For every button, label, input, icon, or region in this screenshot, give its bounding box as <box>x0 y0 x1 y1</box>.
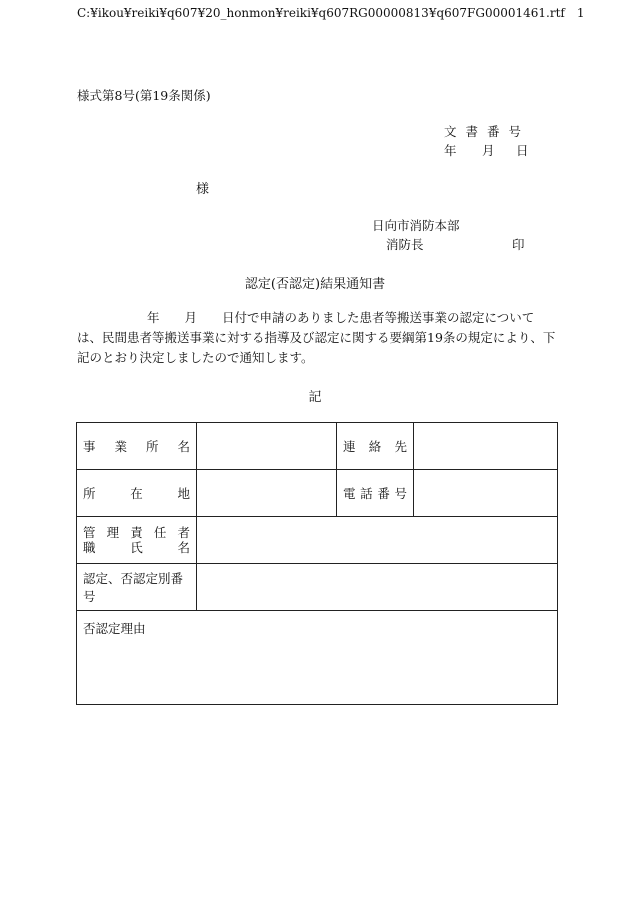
date-year-label: 年 <box>444 143 457 158</box>
details-table <box>76 422 558 705</box>
notice-body-content: 年 月 日付で申請のありました患者等搬送事業の認定については、民間患者等搬送事業に対する指導及び認定に関する要綱第19条の規定により、下記のとおり決定しましたので通知します。 <box>77 310 556 365</box>
location-label <box>77 470 197 517</box>
cert-number-value-cell[interactable] <box>197 564 558 611</box>
table-row <box>77 611 558 705</box>
manager-text-line2: 職氏名 <box>83 540 190 555</box>
addressee-suffix: 様 <box>196 182 210 197</box>
phone-text: 電話番号 <box>343 486 407 501</box>
cert-number-label <box>77 564 197 611</box>
seal-mark: 印 <box>512 237 525 252</box>
phone-label <box>337 470 414 517</box>
document-title: 認定(否認定)結果通知書 <box>244 277 386 292</box>
rejection-reason-cell[interactable] <box>77 611 558 705</box>
notice-body-text <box>77 308 557 368</box>
contact-label <box>337 423 414 470</box>
manager-label <box>77 517 197 564</box>
table-row <box>77 470 558 517</box>
date-day-label: 日 <box>516 143 529 158</box>
office-name-value-cell[interactable] <box>197 423 337 470</box>
location-value-cell[interactable] <box>197 470 337 517</box>
rejection-reason-label: 否認定理由 <box>83 621 146 636</box>
date-line <box>444 141 529 159</box>
manager-text-line1: 管理責任者 <box>83 525 190 540</box>
form-number: 様式第8号(第19条関係) <box>77 88 211 103</box>
table-row <box>77 564 558 611</box>
location-text: 所在地 <box>83 486 190 501</box>
table-row <box>77 517 558 564</box>
table-row <box>77 423 558 470</box>
office-name-label <box>77 423 197 470</box>
contact-text: 連絡先 <box>343 439 407 454</box>
issuer-organization: 日向市消防本部 <box>372 218 460 233</box>
phone-value-cell[interactable] <box>414 470 558 517</box>
cert-number-text: 認定、否認定別番号 <box>83 571 184 604</box>
office-name-text: 事業所名 <box>83 439 190 454</box>
manager-value-cell[interactable] <box>197 517 558 564</box>
document-number-label: 文書番号 <box>444 124 531 139</box>
file-path-header: C:¥ikou¥reiki¥q607¥20_honmon¥reiki¥q607RG00000813¥q607FG00001461.rtf 1 <box>77 6 585 20</box>
contact-value-cell[interactable] <box>414 423 558 470</box>
issuer-title: 消防長 <box>386 237 424 252</box>
date-month-label: 月 <box>482 143 495 158</box>
ki-heading: 記 <box>308 390 322 405</box>
